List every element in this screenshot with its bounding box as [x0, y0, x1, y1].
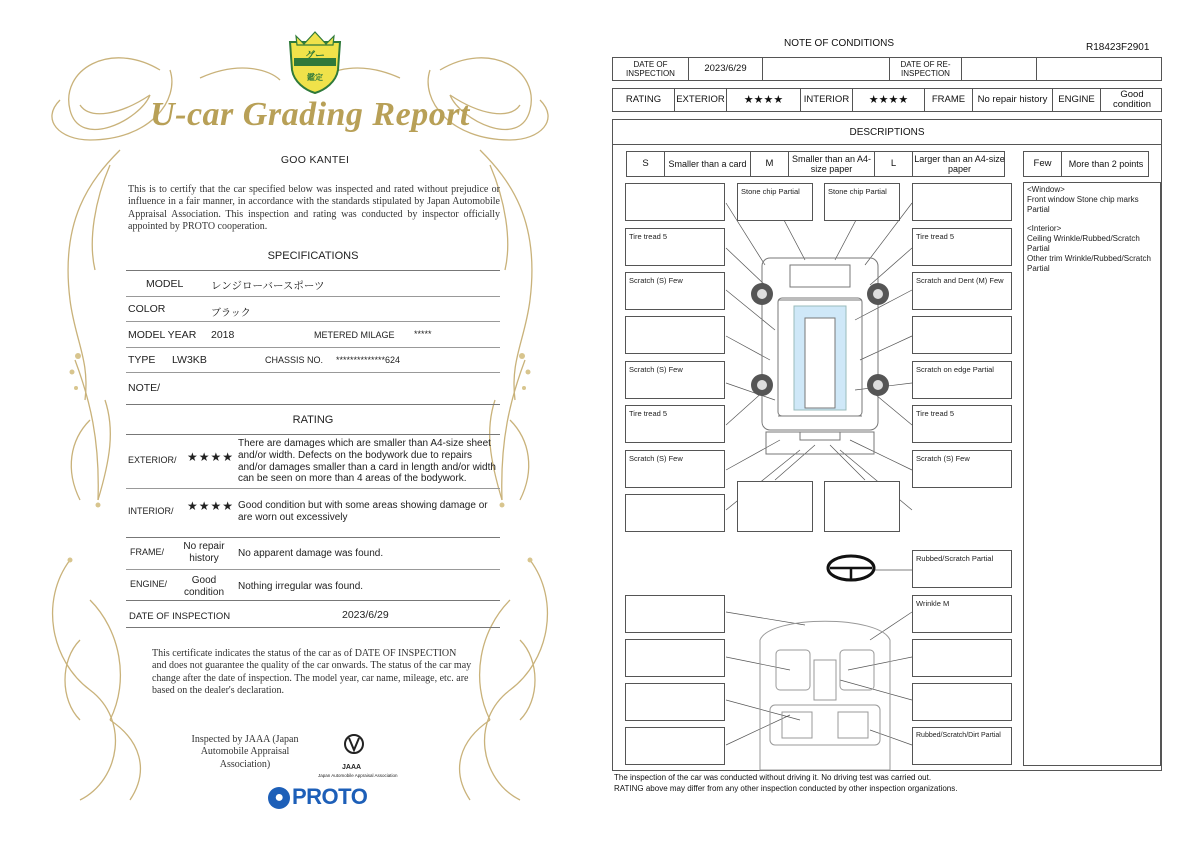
rating-heading: RATING	[292, 414, 334, 426]
exterior-label: EXTERIOR/	[128, 455, 177, 465]
interior-description: Good condition but with some areas showing damage or are worn out excessively	[238, 500, 488, 523]
condition-box: Scratch (S) Few	[625, 361, 725, 399]
condition-box	[625, 494, 725, 532]
chassis-value: **************624	[336, 355, 401, 365]
date-of-inspection-value: 2023/6/29	[689, 58, 763, 80]
divider	[126, 321, 500, 322]
divider	[126, 404, 500, 405]
condition-box: Wrinkle M	[912, 595, 1012, 633]
re-inspection-label: DATE OF RE-INSPECTION	[890, 58, 962, 80]
legend-text-few: More than 2 points	[1068, 158, 1144, 169]
goo-kantei-badge	[290, 32, 340, 93]
metered-mileage-value: *****	[414, 329, 432, 339]
condition-box	[912, 183, 1012, 221]
exterior-stars: ★★★★	[187, 450, 235, 464]
proto-logo-text: PROTO	[292, 784, 368, 809]
divider	[126, 488, 500, 489]
footer-note-rating-disclaimer: RATING above may differ from any other inspection conducted by other inspection organizations.	[614, 784, 958, 793]
condition-box	[625, 595, 725, 633]
engine-value: Good condition	[183, 575, 225, 598]
interior-stars: ★★★★	[853, 89, 925, 111]
condition-box: Scratch (S) Few	[912, 450, 1012, 488]
date-of-inspection-label: DATE OF INSPECTION	[613, 58, 689, 80]
color-value: ブラック	[211, 308, 251, 319]
frame-label: FRAME	[925, 89, 973, 111]
condition-box: Tire tread 5	[625, 405, 725, 443]
report-subtitle: GOO KANTEI	[280, 154, 350, 166]
jaaa-acronym: JAAA	[342, 764, 362, 771]
interior-label: INTERIOR	[801, 89, 853, 111]
condition-box: Tire tread 5	[912, 405, 1012, 443]
condition-box	[912, 639, 1012, 677]
condition-box: Scratch (S) Few	[625, 450, 725, 488]
engine-value: Good condition	[1112, 88, 1152, 110]
notes-window-heading: <Window>	[1027, 185, 1065, 194]
date-of-inspection-value: 2023/6/29	[342, 609, 389, 621]
condition-box	[625, 727, 725, 765]
notes-interior-heading: <Interior>	[1027, 224, 1062, 234]
jaaa-emblem	[345, 735, 363, 753]
model-value: レンジローバースポーツ	[211, 280, 325, 292]
engine-label: ENGINE	[1053, 89, 1101, 111]
notes-window-text: Front window Stone chip marks Partial	[1027, 194, 1139, 214]
inspected-by: Inspected by JAAA (Japan Automobile Appraisal Association)	[191, 734, 299, 770]
legend-key-few: Few	[1024, 152, 1062, 176]
frame-description: No apparent damage was found.	[238, 548, 384, 559]
legend-text-s: Smaller than a card	[665, 152, 751, 176]
report-title: U-car Grading Report	[150, 96, 470, 133]
engine-label: ENGINE/	[130, 579, 168, 589]
condition-box: Scratch and Dent (M) Few	[912, 272, 1012, 310]
interior-label: INTERIOR/	[128, 506, 174, 516]
condition-box: Scratch (S) Few	[625, 272, 725, 310]
exterior-label: EXTERIOR	[675, 89, 727, 111]
condition-box	[912, 316, 1012, 354]
reference-number: R18423F2901	[1086, 42, 1150, 53]
divider	[126, 600, 500, 601]
condition-box	[737, 481, 813, 532]
legend-text-m: Smaller than an A4-size paper	[789, 152, 875, 176]
steering-wheel-icon	[828, 556, 874, 580]
badge-top-text: グー	[305, 51, 325, 62]
notes-interior-ceiling: Ceiling Wrinkle/Rubbed/Scratch Partial	[1027, 234, 1140, 253]
footer-note-no-driving: The inspection of the car was conducted without driving it. No driving test was carried out.	[614, 773, 932, 782]
frame-value: No repair history	[973, 89, 1053, 111]
chassis-label: CHASSIS NO.	[265, 355, 324, 365]
exterior-description: There are damages which are smaller than A4-size sheet and/or width. Defects on the bodywork due to repairs and/or damages smaller than a card in length and/or width can be seen on more than 4 areas of the bodywork.	[238, 438, 496, 485]
note-of-conditions-sheet	[600, 0, 1200, 848]
condition-box	[824, 481, 900, 532]
specifications-heading: SPECIFICATIONS	[267, 250, 359, 262]
legend-key-m: M	[751, 152, 789, 176]
notes-interior-other-trim: Other trim Wrinkle/Rubbed/Scratch Partial	[1027, 253, 1151, 273]
certify-paragraph: This is to certify that the car specified below was inspected and rated without prejudice or influence in a fair manner, in accordance with the standards stipulated by Japan Automobile Appraisal Association. This inspection and rating was conducted by inspector officially appointed by PROTO cooperation.	[128, 184, 500, 233]
condition-box: Scratch on edge Partial	[912, 361, 1012, 399]
condition-box	[625, 316, 725, 354]
type-value: LW3KB	[172, 354, 207, 366]
divider	[126, 347, 500, 348]
notes-panel	[1023, 182, 1161, 766]
legend-key-l: L	[875, 152, 913, 176]
condition-box: Tire tread 5	[912, 228, 1012, 266]
model-year-label: MODEL YEAR	[128, 329, 197, 341]
condition-box: Stone chip Partial	[824, 183, 900, 221]
note-label: NOTE/	[128, 382, 161, 394]
legend-text-l: Larger than an A4-size paper	[914, 153, 1005, 174]
engine-description: Nothing irregular was found.	[238, 581, 364, 592]
condition-box	[912, 683, 1012, 721]
model-year-value: 2018	[211, 329, 235, 341]
color-label: COLOR	[128, 303, 166, 315]
condition-box: Tire tread 5	[625, 228, 725, 266]
legend-key-s: S	[627, 152, 665, 176]
frame-label: FRAME/	[130, 547, 165, 557]
model-label: MODEL	[146, 278, 184, 290]
metered-mileage-label: METERED MILAGE	[314, 330, 395, 340]
descriptions-heading: DESCRIPTIONS	[849, 127, 925, 138]
interior-stars: ★★★★	[187, 499, 235, 513]
condition-box: Rubbed/Scratch Partial	[912, 550, 1012, 588]
rating-label: RATING	[613, 89, 675, 111]
divider	[126, 569, 500, 570]
sheet-title: NOTE OF CONDITIONS	[784, 38, 894, 49]
divider	[126, 270, 500, 271]
divider	[126, 296, 500, 297]
divider	[126, 627, 500, 628]
divider	[126, 434, 500, 435]
badge-bottom-text: 鑑定	[307, 73, 323, 82]
date-of-inspection-label: DATE OF INSPECTION	[129, 611, 231, 622]
condition-box	[625, 183, 725, 221]
exterior-stars: ★★★★	[727, 89, 801, 111]
condition-box: Stone chip Partial	[737, 183, 813, 221]
type-label: TYPE	[128, 354, 156, 366]
jaaa-full-name: Japan Automobile Appraisal Association	[318, 773, 398, 778]
footer-notes	[614, 772, 957, 794]
frame-value: No repair history	[183, 541, 225, 564]
status-disclaimer: This certificate indicates the status of the car as of DATE OF INSPECTION and does not guarantee the quality of the car onwards. The status of the car may change after the date of inspection. The model year, car name, mileage, etc. are based on the dealer's declaration.	[152, 648, 472, 697]
condition-box: Rubbed/Scratch/Dirt Partial	[912, 727, 1012, 765]
divider	[126, 537, 500, 538]
condition-box	[625, 683, 725, 721]
proto-logo: ● PROTO	[268, 784, 367, 810]
condition-box	[625, 639, 725, 677]
divider	[126, 372, 500, 373]
